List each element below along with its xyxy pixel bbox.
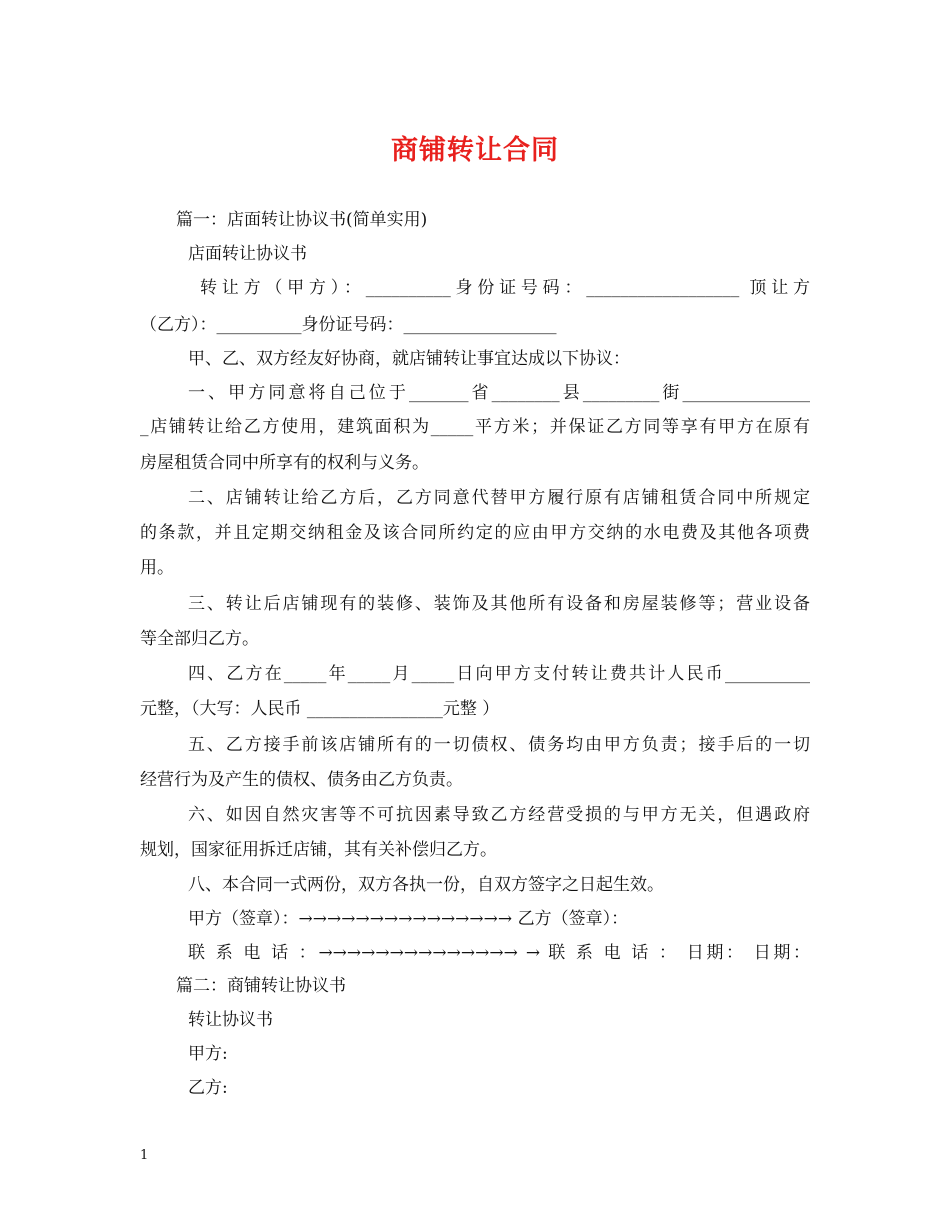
signature-line: 甲方（签章）：→→→→→→→→→→→→→→→ 乙方（签章）：: [188, 909, 629, 929]
clause-5-line-1: 五、乙方接手前该店铺所有的一切债权、债务均由甲方负责；接手后的一切: [188, 735, 810, 755]
clause-8: 八、本合同一式两份，双方各执一份，自双方签字之日起生效。: [188, 875, 664, 895]
clause-4-line-1: 四、乙方在_____年_____月_____日向甲方支付转让费共计人民币__________: [188, 664, 810, 684]
party-a-line: 转让方（甲方）：__________身份证号码：__________________ 顶让方: [200, 278, 810, 298]
clause-6-line-2: 规划，国家征用拆迁店铺，其有关补偿归乙方。: [140, 840, 497, 860]
subheading-2: 转让协议书: [188, 1010, 273, 1030]
page-number: 1: [140, 1148, 149, 1163]
clause-1-line-2: _店铺转让给乙方使用，建筑面积为_____平方米；并保证乙方同等享有甲方在原有: [140, 417, 810, 437]
document-title: 商铺转让合同: [391, 135, 559, 166]
subheading-1: 店面转让协议书: [188, 244, 307, 264]
party-b-line: （乙方）：__________身份证号码：__________________: [140, 315, 557, 335]
clause-5-line-2: 经营行为及产生的债权、债务由乙方负责。: [140, 770, 463, 790]
clause-3-line-2: 等全部归乙方。: [140, 629, 259, 649]
clause-1-line-3: 房屋租赁合同中所享有的权利与义务。: [140, 453, 429, 473]
party-b-label: 乙方:: [188, 1078, 228, 1098]
clause-1-line-1: 一、甲方同意将自己位于_______省________县_________街_______________: [188, 383, 810, 403]
clause-4-line-2: 元整，（大写：人民币 ________________元整 ）: [140, 699, 500, 719]
contact-date-line: 联 系 电 话 ：→→→→→→→→→→→→→→ → 联 系 电 话 ： 日期： 日期：: [188, 943, 810, 963]
clause-2-line-1: 二、店铺转让给乙方后，乙方同意代替甲方履行原有店铺租赁合同中所规定: [188, 488, 810, 508]
section-heading-1: 篇一：店面转让协议书(简单实用): [176, 210, 428, 230]
section-heading-2: 篇二：商铺转让协议书: [176, 976, 346, 996]
clause-2-line-3: 用。: [140, 558, 174, 578]
party-a-label: 甲方:: [188, 1044, 228, 1064]
clause-6-line-1: 六、如因自然灾害等不可抗因素导致乙方经营受损的与甲方无关，但遇政府: [188, 805, 810, 825]
paragraph-intro: 甲、乙、双方经友好协商，就店铺转让事宜达成以下协议：: [188, 349, 630, 369]
clause-3-line-1: 三、转让后店铺现有的装修、装饰及其他所有设备和房屋装修等；营业设备: [188, 594, 810, 614]
clause-2-line-2: 的条款，并且定期交纳租金及该合同所约定的应由甲方交纳的水电费及其他各项费: [140, 523, 810, 543]
